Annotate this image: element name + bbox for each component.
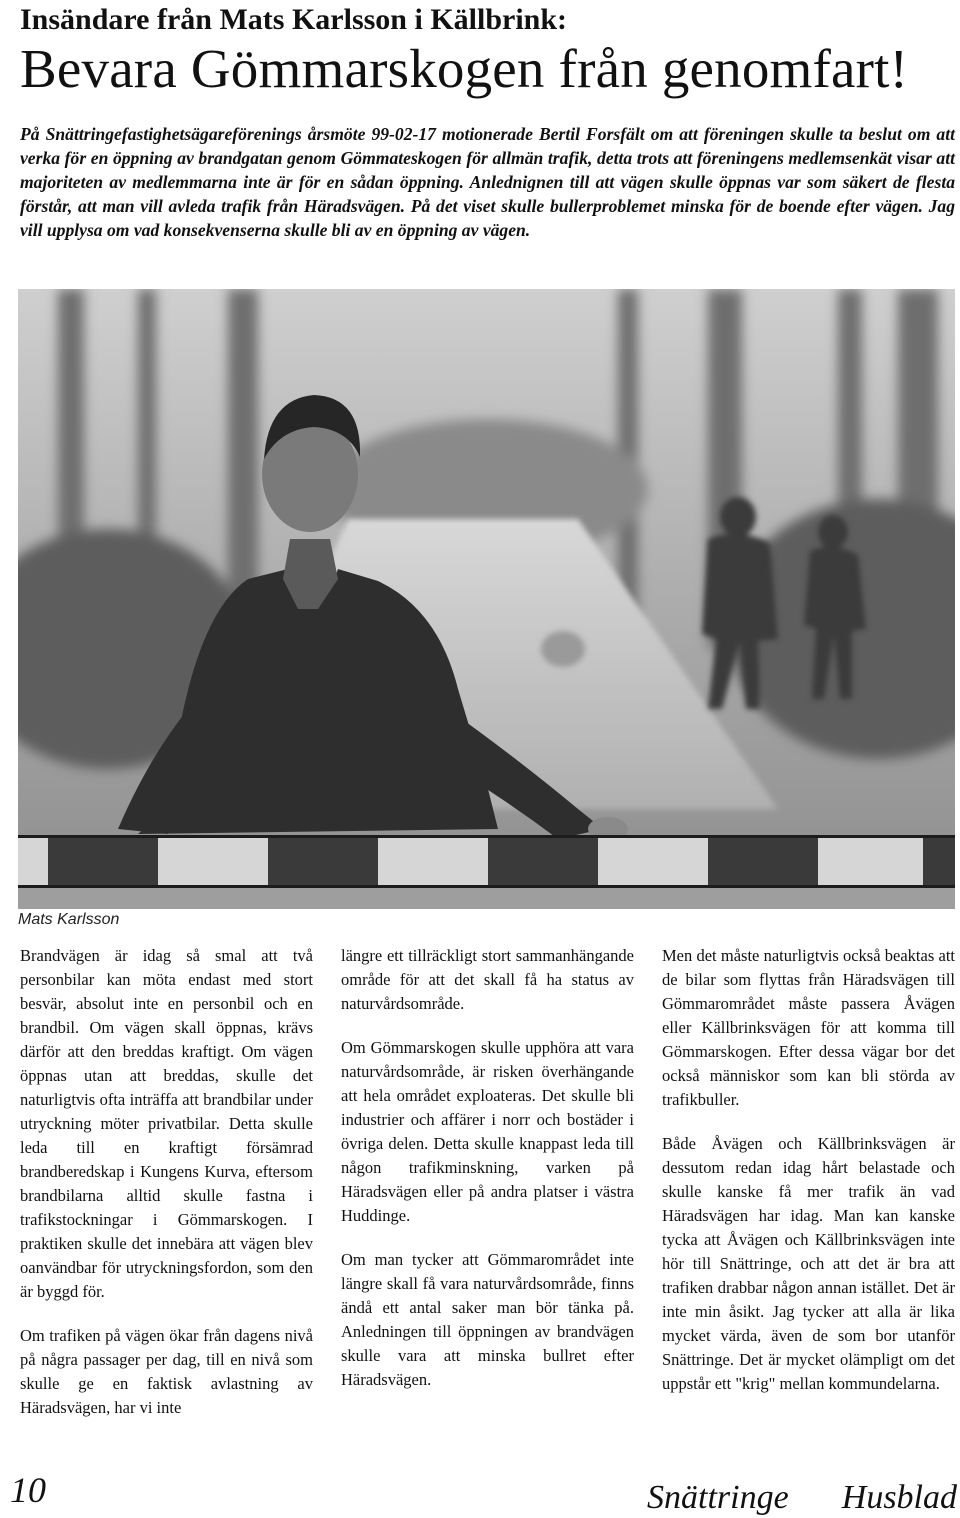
body-column-1 <box>20 944 313 1440</box>
photo-caption: Mats Karlsson <box>18 911 120 928</box>
article-photo <box>18 289 955 909</box>
body-paragraph: Både Åvägen och Källbrinksvägen är dessutom redan idag hårt belastade och skulle kanske få mer trafik än vad Häradsvägen har idag. Man kan kanske tycka att Åvägen och Källbrinksvägen inte hör till Snättringe, och att det är bra att trafiken drabbar någon annan istället. Det är inte min åsikt. Jag tycker att alla är lika mycket värda, även de som bor utanför Snättringe. Det är mycket olämpligt om det uppstår ett "krig" mellan kommundelarna. <box>662 1134 955 1393</box>
page-number: 10 <box>10 1470 46 1510</box>
publication-name <box>647 1478 957 1518</box>
body-paragraph: längre ett tillräckligt stort sammanhängande område för att det skall få ha status av naturvårdsområde. <box>341 946 634 1013</box>
body-column-3 <box>662 944 955 1416</box>
body-paragraph: Men det måste naturligtvis också beaktas att de bilar som flyttas från Häradsvägen till Gömmarområdet måste passera Åvägen eller Källbrinksvägen för att komma till Gömmarskogen. Efter dessa vägar bor det också människor som kan bli störda av trafikbuller. <box>662 946 955 1109</box>
article-lead: På Snättringefastighetsägareförenings årsmöte 99-02-17 motionerade Bertil Forsfält om att föreningen skulle ta beslut om att verka för en öppning av brandgatan genom Gömmateskogen för allmän trafik, detta trots att föreningens medlemsenkät visar att majoriteten av medlemmarna inte är för en sådan öppning. Anlednignen till att vägen skulle öppnas var som säkert de flesta förstår, att man vill avleda trafik från Häradsvägen. På det viset skulle bullerproblemet minska för de boende efter vägen. Jag vill upplysa om vad konsekvenserna skulle bli av en öppning av vägen. <box>20 124 955 240</box>
body-paragraph: Om man tycker att Gömmarområdet inte längre skall få vara naturvårdsområde, finns ändå ett antal saker man bör tänka på. Anledningen till öppningen av brandvägen skulle vara att minska bullret efter Häradsvägen. <box>341 1250 634 1389</box>
article-kicker: Insändare från Mats Karlsson i Källbrink: <box>20 3 568 36</box>
publication-name-word-1: Snättringe <box>647 1479 789 1516</box>
body-paragraph: Brandvägen är idag så smal att två personbilar kan möta endast med stort besvär, absolut inte en personbil och en brandbil. Om vägen skall öppnas, krävs därför att den breddas kraftigt. Om vägen öppnas utan att breddas, skulle det naturligtvis ofta inträffa att brandbilar under utryckning möter privatbilar. Detta skulle leda till en kraftigt försämrad brandberedskap i Kungens Kurva, eftersom brandbilarna alltid skulle fastna i trafikstockningar i Gömmarskogen. I praktiken skulle det innebära att vägen blev oanvändbar för utryckningsfordon, som den är byggd för. <box>20 946 313 1301</box>
body-paragraph: Om Gömmarskogen skulle upphöra att vara naturvårdsområde, är risken överhängande att hela området exploateras. Det skulle bli industrier och affärer i norr och bostäder i övriga delen. Detta skulle knappast leda till någon trafikminskning, varken på Häradsvägen eller på andra platser i västra Huddinge. <box>341 1038 634 1225</box>
publication-name-word-2: Husblad <box>841 1479 957 1516</box>
body-paragraph: Om trafiken på vägen ökar från dagens nivå på några passager per dag, till en nivå som skulle ge en faktisk avlastning av Häradsvägen, har vi inte <box>20 1326 313 1417</box>
body-column-2 <box>341 944 634 1412</box>
article-headline: Bevara Gömmarskogen från genomfart! <box>20 38 909 99</box>
